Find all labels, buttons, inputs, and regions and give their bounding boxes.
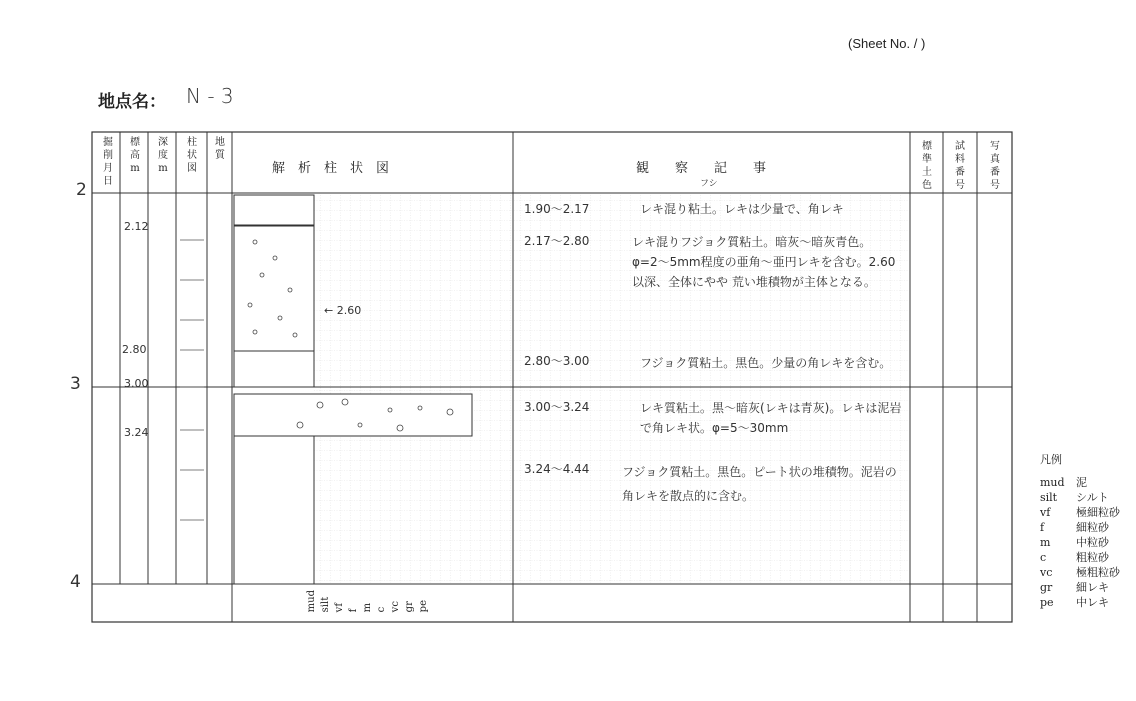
legend-item: vc 極粗粒砂 — [1040, 566, 1120, 579]
obs-range-5: 3.24〜4.44 — [524, 462, 590, 476]
legend-title: 凡例 — [1040, 453, 1062, 466]
header-color: 標 準 土 色 — [922, 141, 932, 191]
obs-text-1: レキ混り粘土。レキは少量で、角レキ — [640, 202, 844, 216]
grain-m: m — [362, 602, 373, 613]
obs-range-3: 2.80〜3.00 — [524, 354, 590, 368]
sheet-number: (Sheet No. / ) — [848, 36, 926, 51]
obs-text-3: フジョク質粘土。黒色。少量の角レキを含む。 — [640, 356, 892, 370]
grain-pe: pe — [418, 600, 429, 613]
legend-item: vf 極細粒砂 — [1040, 506, 1120, 519]
legend-item: silt シルト — [1040, 491, 1109, 504]
grain-vf: vf — [334, 602, 345, 613]
legend — [1040, 452, 1120, 610]
elev-mark: 3.00 — [124, 377, 149, 390]
legend-item: c 粗粒砂 — [1040, 551, 1109, 564]
legend-item: gr 細レキ — [1040, 581, 1109, 594]
depth-tick-4: 4 — [70, 572, 81, 592]
legend-item: m 中粒砂 — [1040, 536, 1109, 549]
obs-range-2: 2.17〜2.80 — [524, 234, 590, 248]
depth-tick-3: 3 — [70, 374, 81, 394]
legend-item: f 細粒砂 — [1040, 521, 1109, 534]
depth-tick-2: 2 — [76, 180, 87, 200]
header-photo: 写 真 番 号 — [990, 141, 1000, 191]
grain-mud: mud — [306, 590, 317, 613]
elev-mark: 3.24 — [124, 426, 149, 439]
header-observation: 観 察 記 事 — [636, 161, 767, 176]
obs-range-1: 1.90〜2.17 — [524, 202, 590, 216]
header-depth: 深 度 m — [158, 137, 168, 174]
obs-range-4: 3.00〜3.24 — [524, 400, 590, 414]
elev-mark: 2.12 — [124, 220, 149, 233]
header-geology: 地 質 — [215, 137, 225, 161]
grain-vc: vc — [390, 601, 401, 613]
elev-mark: 2.80 — [122, 343, 147, 356]
obs-text-4: レキ質粘土。黒〜暗灰(レキは青灰)。レキは泥岩で角レキ状。φ=5〜30mm — [640, 401, 902, 435]
header-analysis: 解 析 柱 状 図 — [272, 161, 390, 176]
obs-text-5: フジョク質粘土。黒色。ピート状の堆積物。泥岩の角レキを散点的に含む。 — [622, 465, 897, 503]
legend-item: mud 泥 — [1040, 476, 1087, 489]
header-column: 柱 状 図 — [187, 137, 197, 174]
obs-text-2: レキ混りフジョク質粘土。暗灰〜暗灰青色。φ=2〜5mm程度の亜角〜亜円レキを含む。2.60以深、全体にやや 荒い堆積物が主体となる。 — [632, 235, 896, 289]
legend-item: pe 中レキ — [1040, 596, 1109, 609]
grain-f: f — [348, 608, 359, 613]
grain-gr: gr — [404, 601, 415, 613]
arrow-note: ← 2.60 — [324, 304, 362, 317]
grain-scale — [306, 590, 429, 612]
header-date: 掘 削 月 日 — [103, 137, 113, 187]
site-label: 地点名： — [98, 92, 166, 112]
header-elevation: 標 高 m — [130, 137, 140, 174]
grain-c: c — [376, 606, 387, 613]
site-value: N - 3 — [186, 84, 234, 108]
header-sample: 試 料 番 号 — [955, 141, 965, 191]
grain-silt: silt — [320, 596, 331, 613]
obs-note-1: フシ — [700, 179, 718, 189]
